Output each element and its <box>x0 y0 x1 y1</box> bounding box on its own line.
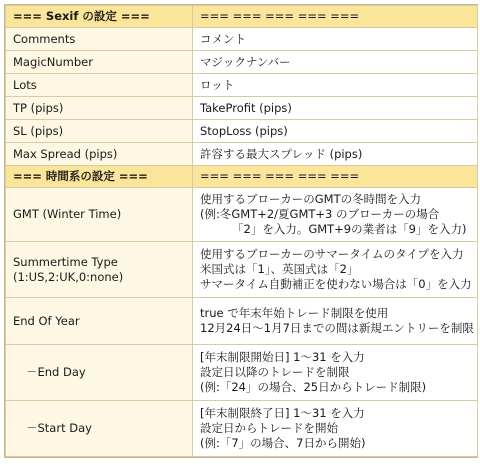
table-row-gmt <box>6 188 478 242</box>
table-row <box>6 51 478 74</box>
param-description: StopLoss (pips) <box>193 120 478 143</box>
param-name: －End Day <box>6 345 193 401</box>
description-line: 使用するブローカーのGMTの冬時間を入力 <box>200 192 422 206</box>
settings-table <box>5 5 478 457</box>
table-row <box>6 120 478 143</box>
description-line: 使用するブローカーのサマータイムのタイプを入力 <box>200 247 464 261</box>
description-line: サマータイム自動補正を使わない場合は「0」を入力 <box>200 277 472 291</box>
description-line: [年末制限開始日] 1～31 を入力 <box>200 350 365 364</box>
section-header-value: === === === === === <box>193 6 478 28</box>
section-header-sexif <box>6 6 478 28</box>
param-description: マジックナンバー <box>193 51 478 74</box>
table-row <box>6 28 478 51</box>
param-description <box>193 188 478 242</box>
param-name: Lots <box>6 74 193 97</box>
param-name-line: (1:US,2:UK,0:none) <box>13 269 124 284</box>
param-name-line: Summertime Type <box>13 254 118 269</box>
param-name: Comments <box>6 28 193 51</box>
param-name: SL (pips) <box>6 120 193 143</box>
description-line: 米国式は「1」、英国式は「2」 <box>200 262 359 276</box>
param-name: End Of Year <box>6 298 193 345</box>
table-row-end-day <box>6 345 478 401</box>
table-row <box>6 74 478 97</box>
section-header-value: === === === === === <box>193 166 478 188</box>
param-name: Max Spread (pips) <box>6 143 193 166</box>
description-line: [年末制限終了日] 1～31 を入力 <box>200 406 365 420</box>
description-line: true で年末年始トレード制限を使用 <box>200 306 389 320</box>
param-description <box>193 401 478 457</box>
param-name: －Start Day <box>6 401 193 457</box>
table-row <box>6 97 478 120</box>
param-name: TP (pips) <box>6 97 193 120</box>
description-line: 「2」を入力。GMT+9の業者は「9」を入力) <box>232 222 467 236</box>
description-line: (例:冬GMT+2/夏GMT+3 のブローカーの場合 <box>200 207 440 221</box>
param-description <box>193 242 478 298</box>
section-header-label: === 時間系の設定 === <box>6 166 193 188</box>
param-description <box>193 345 478 401</box>
table-row-start-day <box>6 401 478 457</box>
param-name <box>6 242 193 298</box>
section-header-time <box>6 166 478 188</box>
table-row-summertime <box>6 242 478 298</box>
description-line: (例:「24」の場合、25日からトレード制限) <box>200 380 427 394</box>
param-description: 許容する最大スプレッド (pips) <box>193 143 478 166</box>
section-header-label: === Sexif の設定 === <box>6 6 193 28</box>
description-line: 設定日以降のトレードを制限 <box>200 365 350 379</box>
description-line: 設定日からトレードを開始 <box>200 421 338 435</box>
param-description: TakeProfit (pips) <box>193 97 478 120</box>
param-description <box>193 298 478 345</box>
param-name: MagicNumber <box>6 51 193 74</box>
table-row-end-of-year <box>6 298 478 345</box>
param-description: コメント <box>193 28 478 51</box>
settings-table-container <box>4 4 478 458</box>
description-line: (例:「7」の場合、7日から開始) <box>200 436 366 450</box>
param-name: GMT (Winter Time) <box>6 188 193 242</box>
param-description: ロット <box>193 74 478 97</box>
description-line: 12月24日～1月7日までの間は新規エントリーを制限 <box>200 321 474 335</box>
table-row <box>6 143 478 166</box>
